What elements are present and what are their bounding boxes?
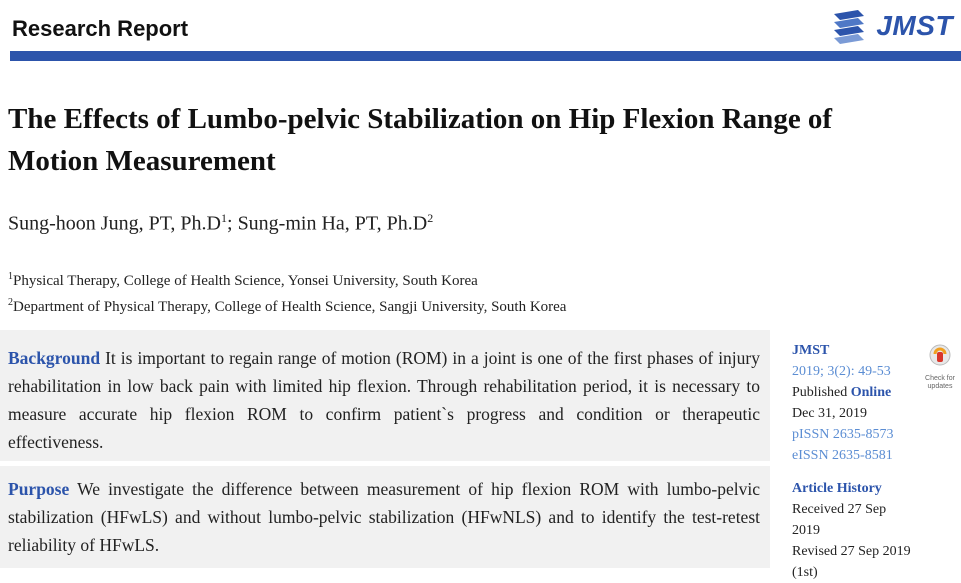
history-revised: Revised 27 Sep 2019 xyxy=(792,544,911,559)
check-for-updates-button[interactable] xyxy=(920,344,960,391)
affiliation-item xyxy=(8,292,566,318)
journal-books-icon xyxy=(830,8,870,44)
author-name[interactable]: Sung-min Ha, PT, Ph.D xyxy=(237,212,428,235)
sidebar-citation[interactable]: 2019; 3(2): 49-53 xyxy=(792,364,891,379)
affiliation-item xyxy=(8,266,566,292)
purpose-text: We investigate the difference between measurement of hip flexion ROM with lumbo-pelvic stabilization (HFwLS) and without lumbo-pelvic stabilization (HFwNLS) and to identify the test-retest reliability of HFwLS. xyxy=(8,479,760,555)
history-received: Received 27 Sep 2019 xyxy=(792,502,887,538)
background-text: It is important to regain range of motion (ROM) in a joint is one of the first phases of injury rehabilitation in low back pain with limited hip flexion. Through rehabilitation period, it is necessary to measure accurate hip flexion ROM to confirm patient`s progress and condition or therapeutic effectiveness. xyxy=(8,348,760,452)
purpose-label: Purpose xyxy=(8,479,70,499)
affiliation-text: Department of Physical Therapy, College of Health Science, Sangji University, South Korea xyxy=(13,299,567,315)
author-list xyxy=(8,211,433,236)
author-affil-sup: 1 xyxy=(221,211,227,225)
history-revised-round: (1st) xyxy=(792,565,818,580)
sidebar-pissn[interactable]: pISSN 2635-8573 xyxy=(792,427,894,442)
header-label: Research Report xyxy=(12,16,189,41)
published-online-link[interactable]: Online xyxy=(850,385,892,400)
sidebar-eissn[interactable]: eISSN 2635-8581 xyxy=(792,448,893,463)
article-title: The Effects of Lumbo-pelvic Stabilization on Hip Flexion Range of Motion Measurement xyxy=(8,103,833,177)
affiliation-list xyxy=(8,266,566,318)
purpose-paragraph xyxy=(8,475,760,559)
check-for-updates-label: Check for updates xyxy=(925,375,955,390)
article-history-title: Article History xyxy=(792,481,882,496)
sidebar-journal[interactable]: JMST xyxy=(792,343,830,358)
sidebar-published-date: Dec 31, 2019 xyxy=(792,406,868,421)
affiliation-text: Physical Therapy, College of Health Science, Yonsei University, South Korea xyxy=(13,273,478,289)
author-name[interactable]: Sung-hoon Jung, PT, Ph.D xyxy=(8,212,221,235)
article-info-sidebar xyxy=(792,340,912,583)
background-label: Background xyxy=(8,348,101,368)
sidebar-published xyxy=(792,382,912,403)
author-separator: ; xyxy=(227,212,238,235)
published-label: Published xyxy=(792,385,851,400)
author-affil-sup: 2 xyxy=(427,211,434,225)
journal-logo-text: JMST xyxy=(876,10,953,41)
affiliation-sup: 1 xyxy=(8,271,13,282)
journal-logo[interactable] xyxy=(830,8,953,44)
header-bar xyxy=(10,51,961,61)
affiliation-sup: 2 xyxy=(8,297,13,308)
background-paragraph xyxy=(8,344,760,456)
check-for-updates-icon xyxy=(929,344,951,368)
